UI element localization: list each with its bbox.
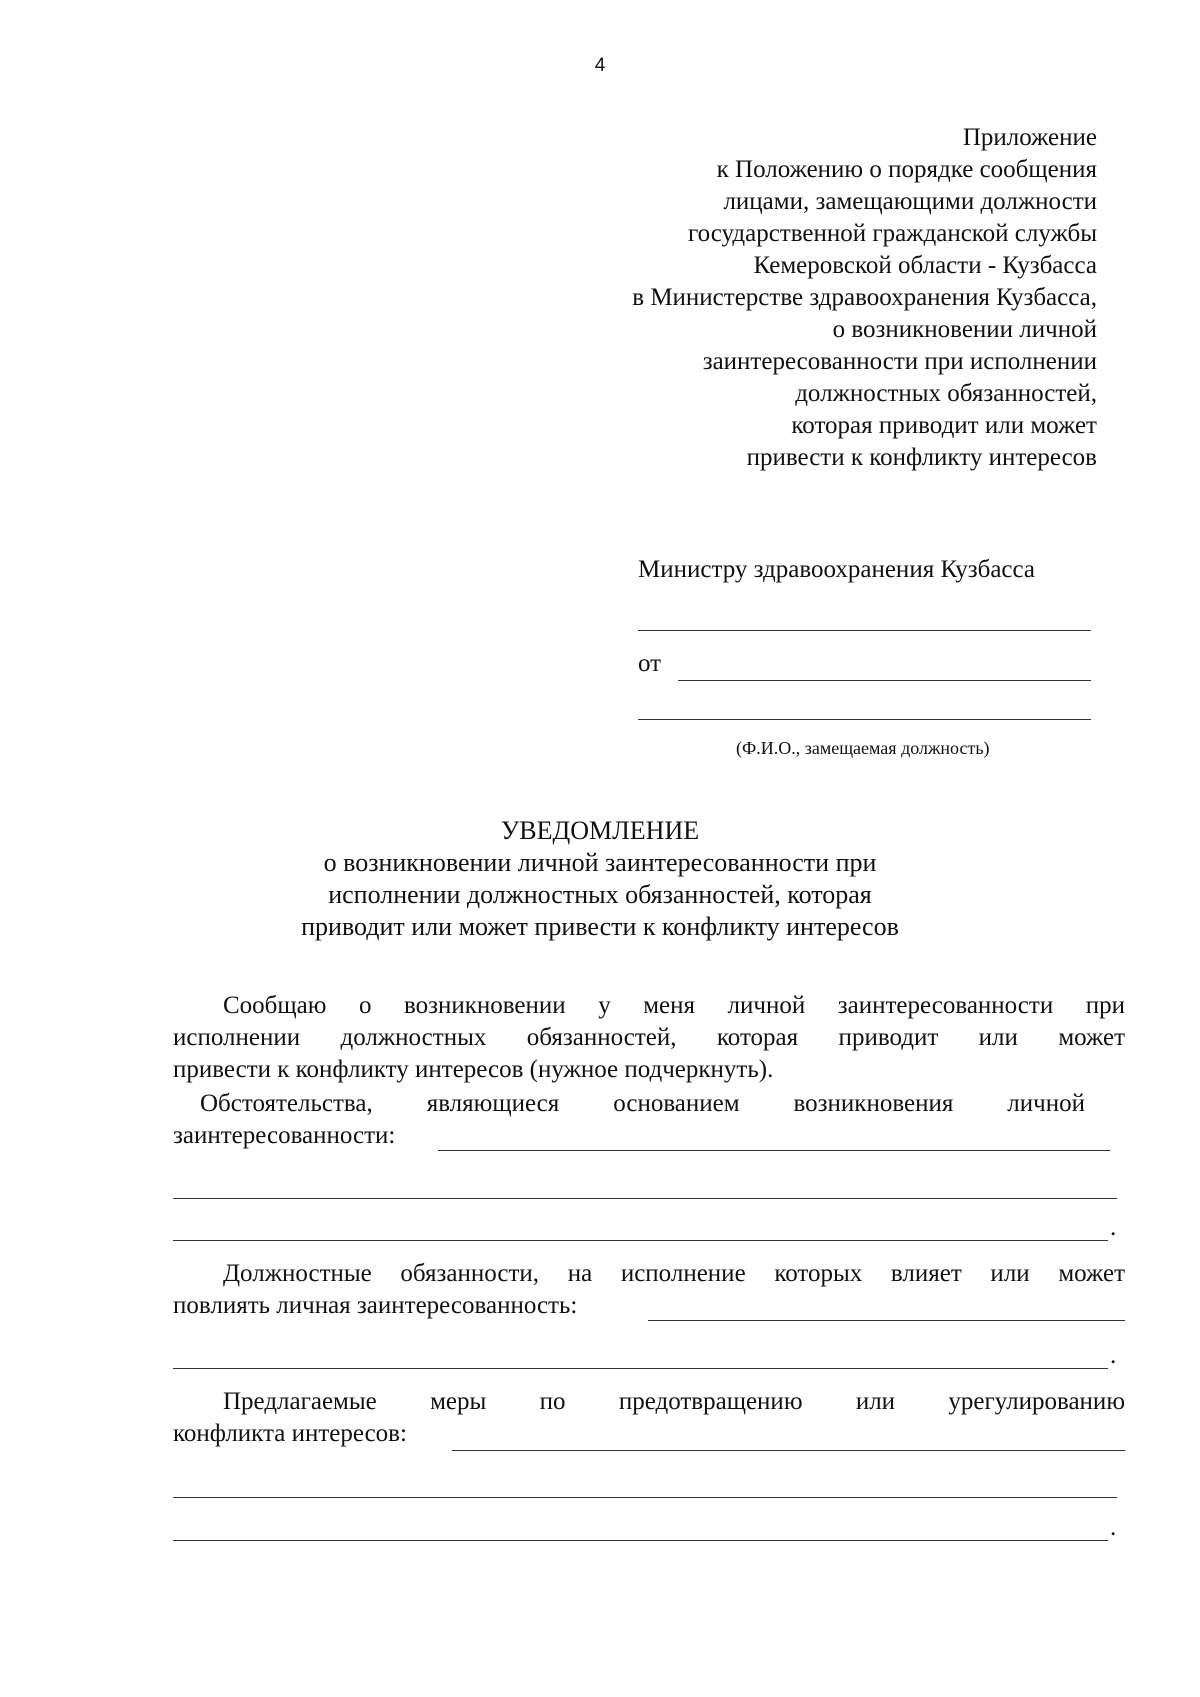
report-line: исполнении должностных обязанностей, которая приводит или может [173, 1024, 1125, 1051]
circumstances-field-line-3[interactable] [173, 1240, 1108, 1241]
circumstances-paragraph [173, 1088, 1085, 1152]
sender-name-field[interactable] [678, 680, 1091, 681]
annex-line: заинтересованности при исполнении [702, 348, 1097, 375]
duties-label: повлиять личная заинтересованность: [173, 1292, 578, 1319]
annex-line: должностных обязанностей, [795, 380, 1097, 407]
annex-line: к Положению о порядке сообщения [716, 156, 1097, 183]
document-title [0, 815, 1200, 943]
measures-line: Предлагаемые меры по предотвращению или урегулированию [223, 1388, 1125, 1415]
annex-block [632, 122, 1097, 474]
annex-line: Приложение [962, 124, 1097, 151]
title-heading: УВЕДОМЛЕНИЕ [500, 816, 700, 845]
measures-field-line-3[interactable] [173, 1540, 1108, 1541]
duties-line: Должностные обязанности, на исполнение которых влияет или может [223, 1260, 1125, 1287]
annex-line: лицами, замещающими должности [723, 188, 1097, 215]
period-mark: . [1110, 1514, 1117, 1541]
annex-line: Кемеровской области - Кузбасса [753, 252, 1097, 279]
measures-field[interactable] [452, 1450, 1125, 1451]
addressee-name-field[interactable] [638, 630, 1091, 631]
duties-paragraph [173, 1258, 1125, 1322]
period-mark: . [1110, 1342, 1117, 1369]
addressee: Министру здравоохранения Кузбасса [638, 556, 1036, 583]
measures-paragraph [173, 1386, 1125, 1450]
annex-line: о возникновении личной [832, 316, 1097, 343]
annex-line: государственной гражданской службы [687, 220, 1097, 247]
circumstances-label: заинтересованности: [173, 1122, 396, 1149]
report-line: привести к конфликту интересов (нужное подчеркнуть). [173, 1056, 774, 1083]
page-number: 4 [594, 55, 606, 76]
circumstances-line: Обстоятельства, являющиеся основанием возникновения личной [200, 1090, 1085, 1117]
sender-position-field[interactable] [638, 719, 1091, 720]
circumstances-field[interactable] [438, 1150, 1110, 1151]
duties-field-line-2[interactable] [173, 1368, 1108, 1369]
name-caption: (Ф.И.О., замещаемая должность) [736, 738, 990, 758]
duties-field[interactable] [648, 1320, 1125, 1321]
from-label: от [638, 650, 662, 677]
annex-line: которая приводит или может [791, 412, 1097, 439]
annex-line: привести к конфликту интересов [746, 444, 1097, 471]
report-paragraph [173, 990, 1125, 1086]
report-line: Сообщаю о возникновении у меня личной заинтересованности при [223, 992, 1125, 1019]
title-line: о возникновении личной заинтересованности при [323, 848, 877, 877]
annex-line: в Министерстве здравоохранения Кузбасса, [632, 284, 1097, 311]
measures-field-line-2[interactable] [173, 1497, 1117, 1498]
measures-label: конфликта интересов: [173, 1420, 407, 1447]
title-line: приводит или может привести к конфликту интересов [301, 912, 899, 941]
title-line: исполнении должностных обязанностей, которая [328, 880, 872, 909]
circumstances-field-line-2[interactable] [173, 1198, 1117, 1199]
period-mark: . [1110, 1214, 1117, 1241]
